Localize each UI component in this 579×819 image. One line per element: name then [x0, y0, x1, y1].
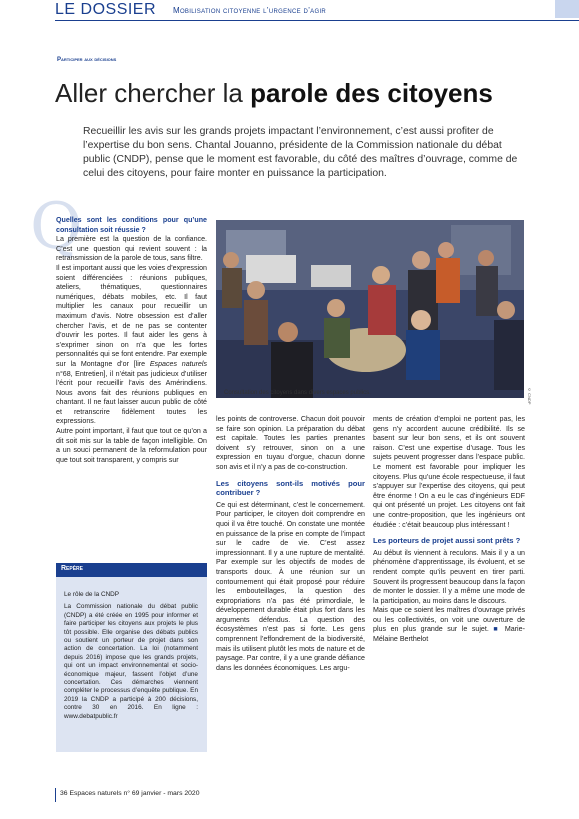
footer-rule — [55, 788, 56, 802]
article-author: Marie-Mélaine Berthelot — [373, 625, 525, 644]
question-3: Les porteurs de projet aussi sont prêts ? — [373, 536, 521, 546]
consultation-photo — [216, 220, 524, 398]
column-3-paragraph-1: ments de création d’emploi ne portent pas, les gens n’y accordent aucune crédibilité. Ils se basent sur leur bon sens, et ils ont souvent raison. C’est une expertise d’usage. Tous les sujets peuvent progresser dans l’espace public. Le moment est favorable pour impliquer les citoyens. Plus qu’une école respectueuse, il faut s’appuyer sur l’expertise des citoyens, qui peut être énorme ! On a eu le cas d’ingénieurs EDF qui ont présenté un projet. Les citoyens ont fait une contre-proposition, que les ingénieurs ont étudiée : c’était beaucoup plus intéressant ! — [373, 415, 525, 529]
article-title — [55, 78, 493, 109]
answer-1-p2-text: Il est important aussi que les voies d’expression soient différenciées : réunions publiques, ateliers, thématiques, questionnaires numériques, débats mobiles, etc. Il faut multiplier les canaux pour recueillir un maximum d’avis. Notre obsession est d’aller chercher l’avis, et de ne pas se contenter d’ouvrir les portes. Il faut aider les gens à s’exprimer sinon on n’a que les fortes personnalités qui se font entendre. Par exemple sur la Montagne d’or [lire — [56, 263, 207, 368]
article-column-2 — [216, 415, 365, 673]
repere-box-body — [64, 591, 198, 721]
photo-credit: © CNDP — [527, 387, 532, 405]
answer-3-p2-text: Mais que ce soient les maîtres d’ouvrage privés ou les collectivités, on voit une ouverture de plus en plus grande sur le sujet. — [373, 606, 525, 634]
repere-text: La Commission nationale du débat public (CNDP) a été créée en 1995 pour informer et faire participer les citoyens aux projets le plus tôt possible. Elle organise des débats publics ou soutient un porteur de projet dans son action de concertation. La loi (notamment depuis 2016) impose que les grands projets, qui ont un impact environnemental et socio-économique majeur, fassent l’objet d’une concertation. Ces démarches viennent compléter le processus d’enquête publique. En 2019 la CNDP a participé à 200 décisions, contre 30 en 2016. En ligne : www.debatpublic.fr — [64, 603, 198, 720]
article-kicker: Participer aux décisions — [57, 57, 117, 63]
photo-illustration — [216, 220, 524, 398]
section-header — [55, 0, 579, 21]
header-accent-bar — [555, 0, 579, 18]
column-2-paragraph-1: les points de controverse. Chacun doit pouvoir se faire son opinion. La préparation du débat est capitale. Toutes les parties prenantes doivent s’y retrouver, sinon on a une expression en tuyau d’orgue, chacun donne son avis et il n’y a pas de co-construction. — [216, 415, 365, 471]
article-column-1 — [56, 216, 207, 465]
answer-1-paragraph-3: Autre point important, il faut que tout ce qu’on a dit soit mis sur la table de façon intelligible. On a un souci permanent de la reformulation pour que tout soit transparent, y compris sur — [56, 427, 207, 464]
photo-caption: Consultation des citoyens dans divers espaces publics. — [224, 390, 371, 396]
repere-title: Le rôle de la CNDP — [64, 591, 120, 598]
page-footer: 36 Espaces naturels n° 69 janvier - mars 2020 — [60, 790, 200, 797]
answer-2: Ce qui est déterminant, c’est le concernement. Pour participer, le citoyen doit comprendre en quoi il va être touché. On constate une montée en puissance de la prise en compte de l’impact sur le cadre de vie. C’est assez impressionnant. Il y a une rupture de mentalité. Par exemple sur les objectifs de modes de transports doux. À une réunion sur un contournement qui était proposé pour réduire les embouteillages, la question des expropriations n’a pas été primordiale, le développement durable était plus fort dans les arguments défendus. La question des écosystèmes n’est pas si forte. Les gens comprennent l’effondrement de la biodiversité, mais ils utilisent plutôt les mots de nature et de paysage. Par contre, il y a une grande défiance dans les données économiques. Les argu- — [216, 500, 365, 672]
repere-heading: Repère — [61, 565, 84, 572]
answer-3-paragraph-2 — [373, 606, 525, 644]
question-2: Les citoyens sont-ils motivés pour contribuer ? — [216, 478, 365, 498]
section-title: LE DOSSIER — [55, 1, 157, 18]
section-subtitle: Mobilisation citoyenne l’urgence d’agir — [173, 6, 327, 15]
end-mark-icon: ■ — [493, 625, 501, 634]
answer-1-paragraph-2 — [56, 264, 207, 427]
article-title-regular: Aller chercher la — [55, 78, 251, 108]
answer-3-paragraph-1: Au début ils viennent à reculons. Mais il y a un phénomène d’apprentissage, ils évoluent, et se rendent compte qu’ils peuvent en tirer parti. Souvent ils progressent beaucoup dans la façon de monter le dossier. Il y a même une mode de la participation, au moins dans le discours. — [373, 548, 525, 605]
article-column-3 — [373, 415, 525, 645]
article-title-bold: parole des citoyens — [250, 78, 493, 108]
answer-1-p2-end: n°68, Entretien], il n’était pas judicieux d’utiliser l’écrit pour recueillir l’avis des Amérindiens. Nous avons fait des réunions publiques en chantant. Il ne faut laisser aucun public de côté et retranscrire fidèlement toutes les expressions. — [56, 369, 207, 426]
answer-1-paragraph-1: La première est la question de la confiance. C’est une question qui revient souvent : la retransmission de la parole de tous, sans filtre. — [56, 235, 207, 263]
magazine-reference: Espaces naturels — [149, 359, 207, 368]
drop-quote-mark: Q — [30, 190, 83, 264]
question-1: Quelles sont les conditions pour qu’une consultation soit réussie ? — [56, 216, 207, 234]
article-intro: Recueillir les avis sur les grands projets impactant l’environnement, c’est aussi profiter de l’expertise du bon sens. Chantal Jouanno, présidente de la Commission nationale du débat public (CNDP), pense que le moment est favorable, du côté des maîtres d’ouvrage, comme de celui des citoyens, pour faire monter en puissance la participation. — [83, 126, 518, 179]
repere-box-header — [56, 563, 207, 577]
